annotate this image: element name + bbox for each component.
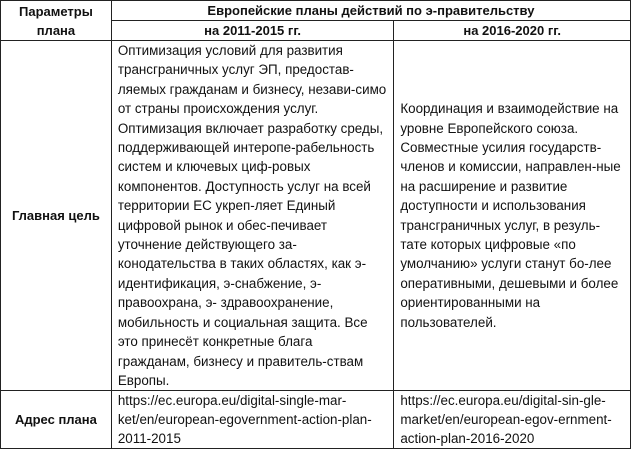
row-label-main-goal: Главная цель <box>1 41 112 391</box>
header-param-column: Параметры плана <box>1 1 112 41</box>
plan-address-2016-2020[interactable]: https://ec.europa.eu/digital-sin-gle-market/en/european-egov-ernment-action-plan-2016-2020 <box>394 391 631 449</box>
table-row-plan-address <box>1 391 631 449</box>
plan-address-2011-2015[interactable]: https://ec.europa.eu/digital-single-mar-ket/en/european-egovernment-action-plan-2011-2015 <box>111 391 393 449</box>
header-period-2016-2020: на 2016-2020 гг. <box>394 21 631 41</box>
header-period-2011-2015: на 2011-2015 гг. <box>111 21 393 41</box>
main-goal-2016-2020: Координация и взаимодействие на уровне Европейского союза. Совместные усилия государств-членов и комиссии, направлен-ные на расширение и развитие доступности и использования трансграничных услуг, в резуль-тате которых цифровые «по умолчанию» услуги станут бо-лее оперативными, дешевыми и более ориентированными на пользователей. <box>394 41 631 391</box>
main-goal-2011-2015: Оптимизация условий для развития трансграничных услуг ЭП, предостав-ляемых гражданам и бизнесу, незави-симо от страны происхождения услуг. Оптимизация включает разработку среды, поддерживающей интеропе-рабельность систем и ключевых циф-ровых компонентов. Доступность услуг на всей территории ЕС укреп-ляет Единый цифровой рынок и обес-печивает уточнение действующего за-конодательства в таких областях, как э-идентификация, э-снабжение, э-правоохрана, э- здравоохранение, мобильность и социальная защита. Все это принесёт конкретные блага гражданам, бизнесу и правитель-ствам Европы. <box>111 41 393 391</box>
table-row-main-goal <box>1 41 631 391</box>
header-row-1 <box>1 1 631 21</box>
header-group-title: Европейские планы действий по э-правительству <box>111 1 630 21</box>
row-label-plan-address: Адрес плана <box>1 391 112 449</box>
